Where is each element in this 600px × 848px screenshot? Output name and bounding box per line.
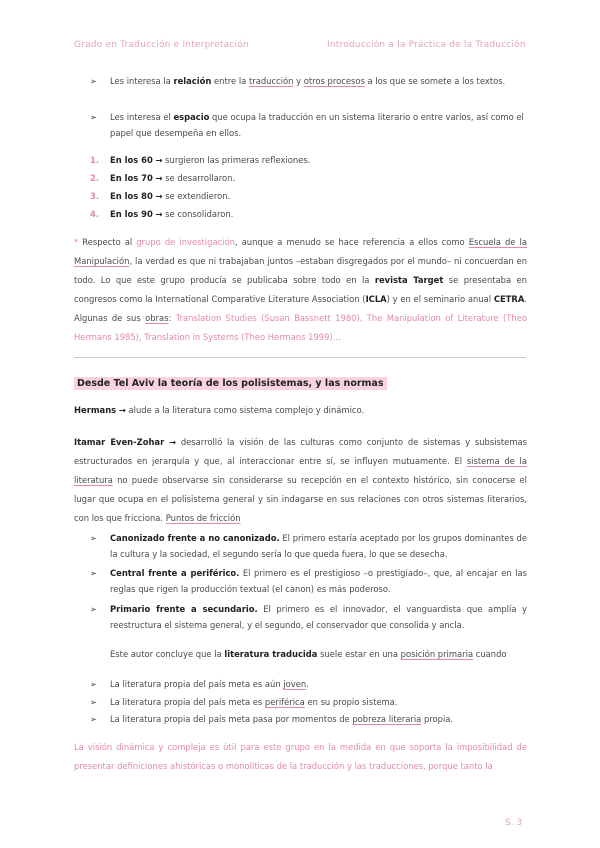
bullet-arrow-icon: ➢ [90,112,98,122]
bullet-arrow-icon: ➢ [90,697,98,707]
list-item: ➢ La literatura propia del país meta es aún joven. [90,676,527,692]
list-item: 4. En los 90 → se consolidaron. [90,209,234,219]
even-zohar-paragraph: Itamar Even-Zohar → desarrolló la visión de las culturas como conjunto de sistemas y subsistemas estructurados en jerarquía y que, al interaccionar entre sí, se influyen mutuamente. El sistema de la literatura no puede observarse sin considerarse su recepción en el contexto histórico, sin conocerse el lugar que ocupa en el polisistema general y sin indagarse en sus relaciones con otros sistemas literarios, con los que fricciona. Puntos de fricción [74,437,527,523]
list-item: ➢ Les interesa el espacio que ocupa la traducción en un sistema literario o entre varios, así como el papel que desempeña en ellos. [90,109,527,141]
bullet-arrow-icon: ➢ [90,76,98,86]
bullet-arrow-icon: ➢ [90,568,98,578]
list-item: ➢ Central frente a periférico. El primero es el prestigioso –o prestigiado–, que, al encajar en las reglas que rigen la producción textual (el canon) es más poderoso. [90,565,527,597]
section-title: Desde Tel Aviv la teoría de los polisistemas, y las normas [74,378,387,389]
divider [74,357,526,358]
bullet-arrow-icon: ➢ [90,533,98,543]
closing-paragraph: La visión dinámica y compleja es útil para este grupo en la medida en que soporta la imposibilidad de presentar definiciones ahistóricas o monolíticas de la traducción y las traducciones, porque tanto la [74,742,527,771]
keyword: espacio [173,112,210,122]
header-course: Grado en Traducción e Interpretación [74,40,249,50]
list-item: 2. En los 70 → se desarrollaron. [90,173,236,183]
note-paragraph: * Respecto al grupo de investigación, aunque a menudo se hace referencia a ellos como Escuela de la Manipulación, la verdad es que ni trabajaban juntos –estaban disgregados por el mundo– ni concuerdan en todo. Lo que este grupo producía se publicaba sobre todo en la revista Target se presentaba en congresos como la International Comparative Literature Association (ICLA) y en el seminario anual CETRA. Algunas de sus obras: Translation Studies (Susan Bassnett 1980), The Manipulation of Literature (Theo Hermans 1985), Translation in Systems (Theo Hermans 1999)... [74,237,527,342]
page-number: S. 3 [505,818,523,828]
conclusion-line: Este autor concluye que la literatura traducida suele estar en una posición primaria cuando [110,649,507,659]
list-item: ➢ La literatura propia del país meta pasa por momentos de pobreza literaria propia. [90,711,527,727]
hermans-paragraph: Hermans → alude a la literatura como sistema complejo y dinámico. [74,405,365,415]
list-item: 3. En los 80 → se extendieron. [90,191,231,201]
list-item: 1. En los 60 → surgieron las primeras reflexiones. [90,155,311,165]
bullet-arrow-icon: ➢ [90,604,98,614]
bullet-arrow-icon: ➢ [90,679,98,689]
header-subject: Introducción a la Práctica de la Traducción [327,40,526,50]
list-item: ➢ Les interesa la relación entre la traducción y otros procesos a los que se somete a los textos. [90,73,527,89]
bullet-arrow-icon: ➢ [90,714,98,724]
list-item: ➢ Primario frente a secundario. El primero es el innovador, el vanguardista que amplía y reestructura el sistema general, y el segundo, el conservador que consolida y ancla. [90,601,527,633]
list-item: ➢ La literatura propia del país meta es periférica en su propio sistema. [90,694,527,710]
keyword: relación [173,76,212,86]
list-item: ➢ Canonizado frente a no canonizado. El primero estaría aceptado por los grupos dominantes de la cultura y la sociedad, el segundo sería lo que queda fuera, lo que se desecha. [90,530,527,562]
